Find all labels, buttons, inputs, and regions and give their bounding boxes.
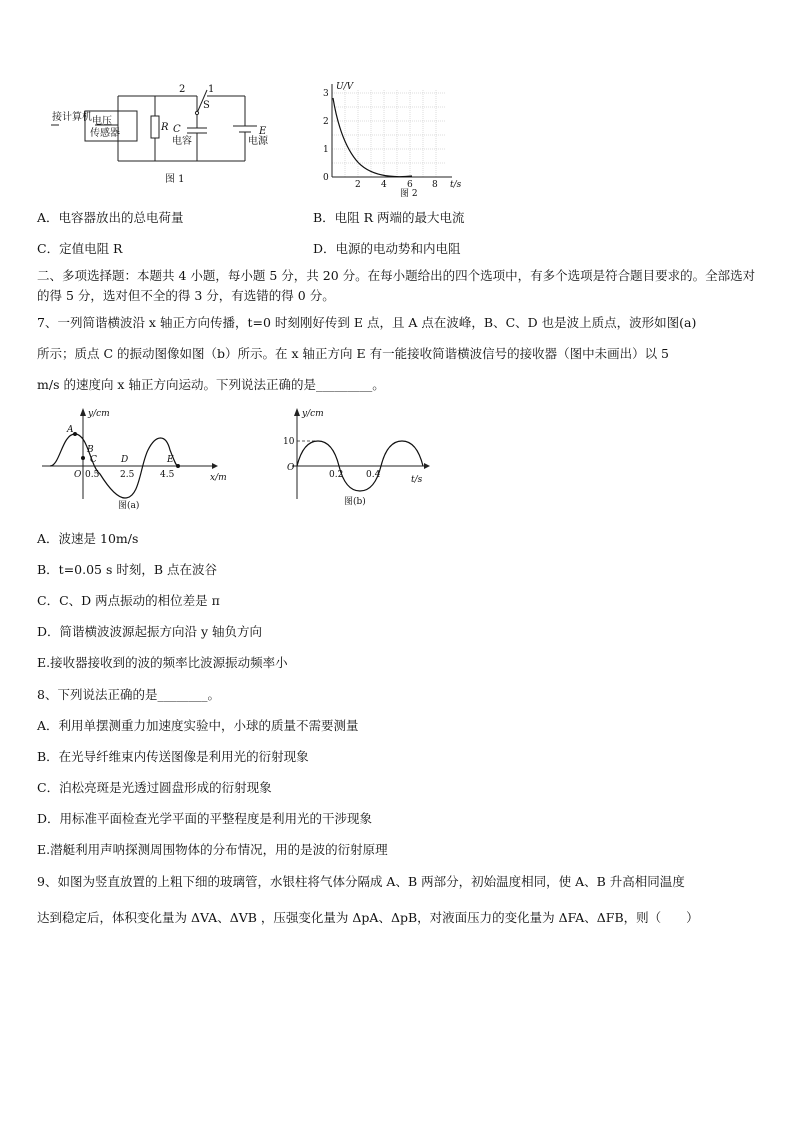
fig2-xtick-8: 8: [432, 180, 438, 190]
fig2-xtick-6: 6: [407, 180, 413, 190]
q7-stem-3: m/s 的速度向 x 轴正方向运动。下列说法正确的是_________。: [37, 377, 385, 392]
q9-stem-2: 达到稳定后，体积变化量为 ΔVA、ΔVB ，压强变化量为 ΔpA、ΔpB，对液面压力的变化量为 ΔFA、ΔFB，则（ ）: [37, 910, 699, 925]
source-name: 电源: [248, 136, 268, 147]
fig2-ytick-1: 1: [323, 145, 329, 155]
q7-option-a: A．波速是 10m/s: [37, 531, 139, 546]
q8-option-a: A．利用单摆测重力加速度实验中，小球的质量不需要测量: [37, 718, 359, 733]
source-symbol: E: [259, 126, 267, 137]
cap-symbol: C: [173, 124, 181, 135]
q7-option-d: D．简谐横波波源起振方向沿 y 轴负方向: [37, 624, 263, 639]
q8-option-c: C．泊松亮斑是光透过圆盘形成的衍射现象: [37, 780, 272, 795]
fig-b-xtick-04: 0.4: [366, 470, 381, 480]
fig-b-xlabel: t/s: [411, 475, 423, 485]
fig2-ylabel: U/V: [336, 82, 354, 92]
fig-a-point-c: C: [90, 455, 97, 465]
figure-b-vibration: [282, 404, 442, 514]
q9-stem-1: 9、如图为竖直放置的上粗下细的玻璃管，水银柱将气体分隔成 A、B 两部分，初始温度相同，使 A、B 升高相同温度: [37, 874, 685, 889]
figure-1-circuit: [35, 78, 285, 188]
figure-a-waveform: [40, 404, 230, 514]
cap-name: 电容: [172, 136, 192, 147]
pos-1-label: 1: [208, 84, 215, 95]
fig-b-origin: O: [287, 463, 295, 473]
figure-1-caption: 图 1: [165, 174, 185, 185]
fig2-ytick-2: 2: [323, 117, 329, 127]
q7-option-c: C．C、D 两点振动的相位差是 π: [37, 593, 220, 608]
fig-a-point-e: E: [167, 455, 174, 465]
sensor-label-2: 传感器: [90, 128, 120, 139]
resistor-label: R: [161, 122, 169, 133]
computer-label: 接计算机: [52, 112, 92, 123]
fig-a-xlabel: x/m: [210, 473, 227, 483]
fig2-xtick-4: 4: [381, 180, 387, 190]
fig-b-xtick-02: 0.2: [329, 470, 344, 480]
fig-b-ylabel: y/cm: [302, 409, 324, 419]
q7-option-e: E.接收器接收到的波的频率比波源振动频率小: [37, 655, 288, 670]
pos-2-label: 2: [179, 84, 186, 95]
fig-a-xtick-05: 0.5: [85, 470, 100, 480]
fig-a-xtick-25: 2.5: [120, 470, 135, 480]
fig2-ytick-3: 3: [323, 89, 329, 99]
switch-label: S: [203, 100, 210, 111]
fig-b-ytick-10: 10: [283, 437, 295, 447]
fig-a-point-b: B: [87, 445, 94, 455]
fig-a-point-a: A: [67, 425, 74, 435]
fig2-ytick-0: 0: [323, 173, 329, 183]
q8-option-d: D．用标准平面检查光学平面的平整程度是利用光的干涉现象: [37, 811, 373, 826]
q7-stem-2: 所示；质点 C 的振动图像如图（b）所示。在 x 轴正方向 E 有一能接收简谐横波信号的接收器（图中未画出）以 5: [37, 346, 670, 361]
fig-a-xtick-45: 4.5: [160, 470, 175, 480]
fig-b-caption: 图(b): [344, 497, 366, 507]
fig2-xlabel: t/s: [450, 180, 462, 190]
q8-option-b: B．在光导纤维束内传送图像是利用光的衍射现象: [37, 749, 309, 764]
fig2-xtick-2: 2: [355, 180, 361, 190]
q6-option-a: A．电容器放出的总电荷量: [37, 210, 184, 225]
q8-option-e: E.潜艇利用声呐探测周围物体的分布情况，用的是波的衍射原理: [37, 842, 388, 857]
q6-option-b: B．电阻 R 两端的最大电流: [313, 210, 465, 225]
figure-2-chart: [312, 80, 462, 200]
q8-stem: 8、下列说法正确的是________。: [37, 687, 220, 702]
fig2-caption: 图 2: [400, 189, 418, 199]
q6-option-c: C．定值电阻 R: [37, 241, 123, 256]
fig-a-caption: 图(a): [118, 501, 140, 511]
q7-stem-1: 7、一列简谐横波沿 x 轴正方向传播，t=0 时刻刚好传到 E 点，且 A 点在波峰，B、C、D 也是波上质点，波形如图(a): [37, 315, 697, 330]
q6-option-d: D．电源的电动势和内电阻: [313, 241, 461, 256]
fig-a-ylabel: y/cm: [88, 409, 110, 419]
q7-option-b: B．t=0.05 s 时刻，B 点在波谷: [37, 562, 218, 577]
fig-a-origin: O: [74, 470, 82, 480]
sensor-label-1: 电压: [92, 116, 112, 127]
fig-a-point-d: D: [121, 455, 129, 465]
section-2-heading: 二、多项选择题：本题共 4 小题，每小题 5 分，共 20 分。在每小题给出的四个选项中，有多个选项是符合题目要求的。全部选对的得 5 分，选对但不全的得 3 分，有选错的得 0 分。: [37, 268, 756, 303]
